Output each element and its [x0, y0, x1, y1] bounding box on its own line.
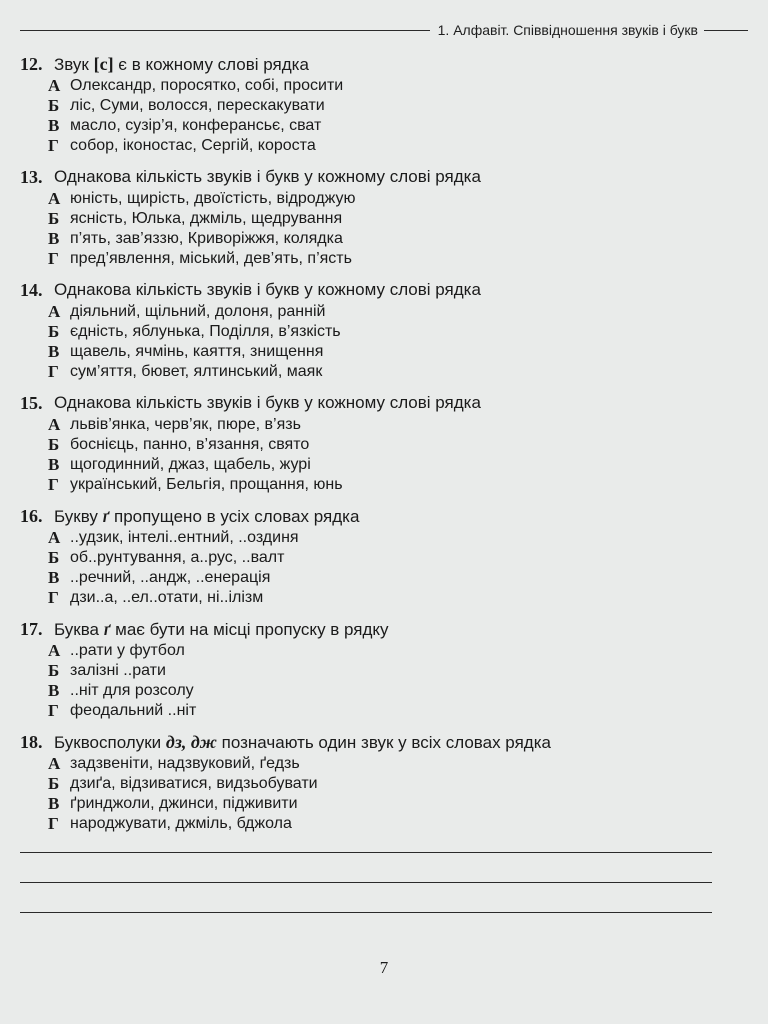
question-number: 12. [20, 54, 43, 74]
answer-option [20, 475, 720, 495]
option-text: п’ять, зав’яззю, Криворіжжя, колядка [70, 230, 343, 247]
question-5 [20, 505, 720, 608]
question-text-emphasis: [с] [93, 54, 114, 74]
option-text: ясність, Юлька, джміль, щедрування [70, 210, 343, 227]
question-text-after: має бути на місці пропуску в рядку [110, 620, 389, 639]
question-head [20, 392, 720, 414]
answer-option [20, 116, 720, 136]
question-head [20, 53, 720, 75]
question-text-emphasis: ґ [102, 506, 110, 526]
option-letter: А [48, 528, 61, 547]
answer-line [20, 852, 712, 853]
answer-option [20, 249, 720, 269]
question-text-after: позначають один звук у всіх словах рядка [216, 733, 551, 752]
option-text: український, Бельгія, прощання, юнь [70, 476, 343, 493]
question-text-emphasis: дз, дж [165, 732, 217, 752]
question-text [54, 392, 481, 414]
answer-option [20, 96, 720, 116]
option-letter: А [48, 189, 61, 208]
answer-option [20, 548, 720, 568]
question-text-before: Буква [54, 620, 104, 639]
answer-option [20, 774, 720, 794]
option-letter: Б [48, 322, 60, 341]
answer-option [20, 681, 720, 701]
option-letter: Г [48, 588, 59, 607]
question-text [54, 279, 481, 301]
answer-option [20, 415, 720, 435]
answer-option [20, 814, 720, 834]
question-text-before: Звук [54, 55, 94, 74]
option-letter: В [48, 229, 60, 248]
header-rule-right [704, 30, 748, 31]
option-letter: Б [48, 209, 60, 228]
question-text-before: Букву [54, 507, 103, 526]
answer-option [20, 136, 720, 156]
question-text [54, 505, 359, 527]
option-letter: В [48, 455, 60, 474]
answer-option [20, 209, 720, 229]
answer-option [20, 528, 720, 548]
header-title: 1. Алфавіт. Співвідношення звуків і букв [437, 22, 698, 38]
option-text: боснієць, панно, в’язання, свято [70, 436, 310, 453]
question-7 [20, 731, 720, 834]
option-text: ..ніт для розсолу [70, 682, 194, 699]
question-text-before: Однакова кількість звуків і букв у кожному слові рядка [54, 393, 481, 412]
question-head [20, 505, 720, 527]
answer-option [20, 322, 720, 342]
question-text-before: Буквосполуки [54, 733, 166, 752]
option-text: залізні ..рати [70, 662, 166, 679]
question-text [54, 166, 481, 188]
option-text: щавель, ячмінь, каяття, знищення [70, 343, 324, 360]
question-text-after: є в кожному слові рядка [113, 55, 309, 74]
option-letter: Б [48, 548, 60, 567]
header-rule-left [20, 30, 430, 31]
answer-option [20, 568, 720, 588]
option-text: ..рати у футбол [70, 642, 185, 659]
question-text-before: Однакова кількість звуків і букв у кожному слові рядка [54, 167, 481, 186]
question-number: 17. [20, 619, 43, 639]
option-letter: А [48, 641, 61, 660]
option-text: ґринджоли, джинси, підживити [70, 795, 298, 812]
answer-option [20, 754, 720, 774]
question-4 [20, 392, 720, 495]
option-text: пред’явлення, міський, дев’ять, п’ясть [70, 250, 352, 267]
option-letter: В [48, 342, 60, 361]
page-number: 7 [379, 958, 389, 977]
question-text [54, 53, 309, 75]
question-2 [20, 166, 720, 269]
option-letter: А [48, 76, 61, 95]
answer-option [20, 455, 720, 475]
option-letter: Г [48, 475, 59, 494]
option-letter: Г [48, 362, 59, 381]
answer-option [20, 302, 720, 322]
question-number: 14. [20, 280, 43, 300]
question-head [20, 731, 720, 753]
answer-option [20, 435, 720, 455]
option-text: собор, іконостас, Сергій, короста [70, 137, 316, 154]
option-letter: Г [48, 249, 59, 268]
option-letter: А [48, 302, 61, 321]
option-letter: Б [48, 435, 60, 454]
question-number: 13. [20, 167, 43, 187]
answer-option [20, 661, 720, 681]
option-letter: Б [48, 661, 60, 680]
option-text: ..речний, ..андж, ..енерація [70, 569, 271, 586]
option-text: задзвеніти, надзвуковий, ґедзь [70, 755, 300, 772]
question-text [54, 731, 551, 753]
question-number: 18. [20, 732, 43, 752]
question-1 [20, 53, 720, 156]
option-text: феодальний ..ніт [70, 702, 197, 719]
answer-option [20, 588, 720, 608]
option-letter: Б [48, 96, 60, 115]
option-letter: В [48, 794, 60, 813]
question-number: 15. [20, 393, 43, 413]
answer-line [20, 882, 712, 883]
option-text: Олександр, поросятко, собі, просити [70, 77, 344, 94]
option-letter: А [48, 415, 61, 434]
option-text: єдність, яблунька, Поділля, в’язкість [70, 323, 341, 340]
question-head [20, 166, 720, 188]
question-text-emphasis: ґ [103, 619, 111, 639]
option-letter: В [48, 681, 60, 700]
option-text: дзиґа, відзиватися, видзьобувати [70, 775, 318, 792]
question-6 [20, 618, 720, 721]
answer-option [20, 342, 720, 362]
questions-list [20, 53, 720, 844]
answer-option [20, 641, 720, 661]
option-text: народжувати, джміль, бджола [70, 815, 292, 832]
option-letter: В [48, 568, 60, 587]
answer-option [20, 362, 720, 382]
option-text: об..рунтування, а..рус, ..валт [70, 549, 285, 566]
question-head [20, 618, 720, 640]
answer-option [20, 701, 720, 721]
question-text-before: Однакова кількість звуків і букв у кожному слові рядка [54, 280, 481, 299]
question-head [20, 279, 720, 301]
option-text: ..удзик, інтелі..ентний, ..оздиня [70, 529, 299, 546]
option-letter: Г [48, 814, 59, 833]
option-text: сум’яття, бювет, ялтинський, маяк [70, 363, 323, 380]
question-number: 16. [20, 506, 43, 526]
option-letter: Б [48, 774, 60, 793]
option-text: львів’янка, черв’як, пюре, в’язь [70, 416, 301, 433]
option-letter: Г [48, 701, 59, 720]
option-letter: Г [48, 136, 59, 155]
option-text: діяльний, щільний, долоня, ранній [70, 303, 326, 320]
option-text: дзи..а, ..ел..отати, ні..ілізм [70, 589, 264, 606]
option-text: юність, щирість, двоїстість, відроджую [70, 190, 356, 207]
answer-line [20, 912, 712, 913]
answer-option [20, 189, 720, 209]
option-text: щогодинний, джаз, щабель, журі [70, 456, 311, 473]
question-3 [20, 279, 720, 382]
answer-option [20, 229, 720, 249]
answer-option [20, 76, 720, 96]
option-letter: А [48, 754, 61, 773]
option-letter: В [48, 116, 60, 135]
running-header [20, 18, 748, 42]
option-text: масло, сузір’я, конферансьє, сват [70, 117, 322, 134]
option-text: ліс, Суми, волосся, перескакувати [70, 97, 325, 114]
question-text-after: пропущено в усіх словах рядка [109, 507, 360, 526]
answer-lines [20, 852, 712, 942]
answer-option [20, 794, 720, 814]
question-text [54, 618, 389, 640]
